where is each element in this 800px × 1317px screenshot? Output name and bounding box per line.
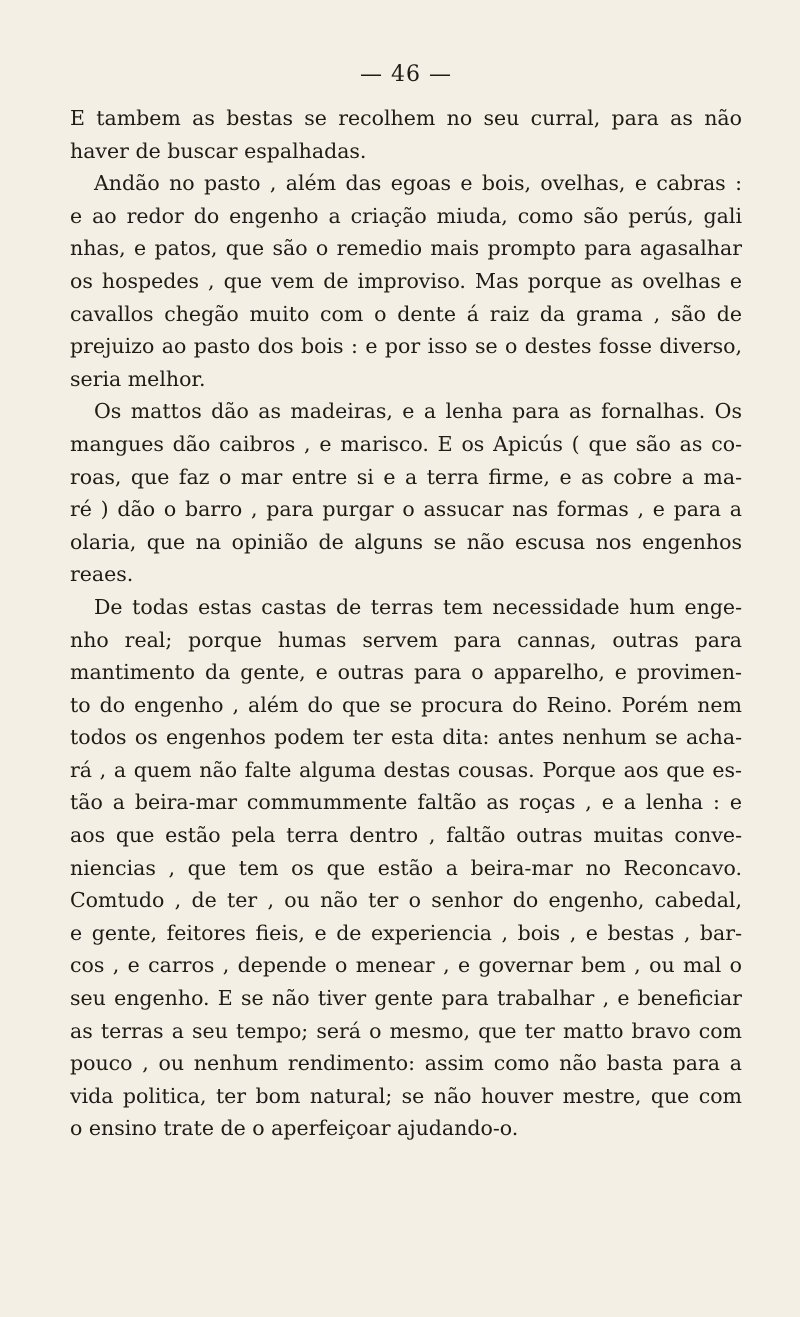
text-line: to do engenho , além do que se procura do Reino. Porém nem	[70, 692, 742, 717]
text-line: De todas estas castas de terras tem necessidade hum enge-	[94, 594, 742, 619]
text-line: aos que estão pela terra dentro , faltão outras muitas conve-	[70, 823, 742, 848]
text-line: o ensino trate de o aperfeiçoar ajudando-o.	[70, 1116, 519, 1141]
text-line: cos , e carros , depende o menear , e governar bem , ou mal o	[70, 953, 742, 978]
text-line: nho real; porque humas servem para cannas, outras para	[70, 627, 742, 652]
text-line: roas, que faz o mar entre si e a terra firme, e as cobre a ma-	[70, 464, 742, 489]
text-line: cavallos chegão muito com o dente á raiz da grama , são de	[70, 301, 742, 326]
text-line: reaes.	[70, 562, 134, 587]
page-number: — 46 —	[360, 62, 452, 87]
text-line: todos os engenhos podem ter esta dita: antes nenhum se acha-	[70, 725, 742, 750]
text-line: vida politica, ter bom natural; se não houver mestre, que com	[70, 1083, 742, 1108]
text-line: Andão no pasto , além das egoas e bois, ovelhas, e cabras :	[94, 171, 742, 196]
text-line: prejuizo ao pasto dos bois : e por isso se o destes fosse diverso,	[70, 334, 742, 359]
text-line: pouco , ou nenhum rendimento: assim como não basta para a	[70, 1051, 742, 1076]
text-line: e gente, feitores fieis, e de experiencia , bois , e bestas , bar-	[70, 920, 742, 945]
text-line: nhas, e patos, que são o remedio mais prompto para agasalhar	[70, 236, 742, 261]
text-line: mangues dão caibros , e marisco. E os Apicús ( que são as co-	[70, 431, 742, 456]
text-line: niencias , que tem os que estão a beira-mar no Reconcavo.	[70, 855, 742, 880]
text-line: mantimento da gente, e outras para o apparelho, e provimen-	[70, 660, 742, 685]
text-line: as terras a seu tempo; será o mesmo, que ter matto bravo com	[70, 1018, 742, 1043]
page-body-text	[70, 102, 742, 1145]
text-line: ré ) dão o barro , para purgar o assucar nas formas , e para a	[70, 497, 742, 522]
text-line: olaria, que na opinião de alguns se não escusa nos engenhos	[70, 529, 742, 554]
text-line: e ao redor do engenho a criação miuda, como são perús, gali	[70, 203, 742, 228]
text-line: seu engenho. E se não tiver gente para trabalhar , e beneficiar	[70, 986, 742, 1011]
text-line: rá , a quem não falte alguma destas cousas. Porque aos que es-	[70, 757, 742, 782]
text-line: Os mattos dão as madeiras, e a lenha para as fornalhas. Os	[94, 399, 742, 424]
text-line: os hospedes , que vem de improviso. Mas porque as ovelhas e	[70, 268, 742, 293]
text-line: Comtudo , de ter , ou não ter o senhor do engenho, cabedal,	[70, 888, 742, 913]
text-line: E tambem as bestas se recolhem no seu curral, para as não	[70, 106, 742, 130]
text-line: haver de buscar espalhadas.	[70, 138, 367, 163]
text-line: seria melhor.	[70, 366, 206, 391]
text-line: tão a beira-mar commummente faltão as roças , e a lenha : e	[70, 790, 742, 815]
